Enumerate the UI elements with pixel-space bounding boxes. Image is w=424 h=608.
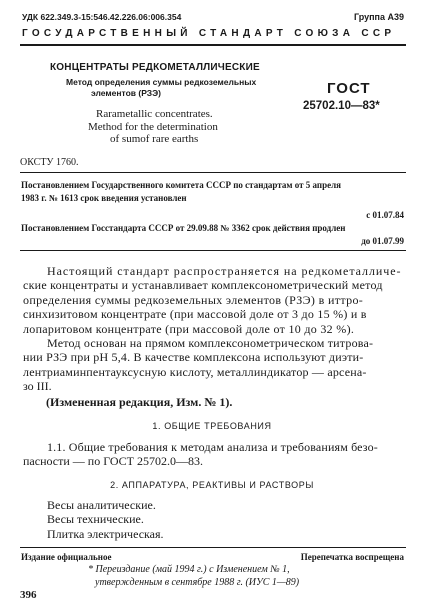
paragraph-line: синхизитовом концентрате (при массовой доле от 3 до 15 %) и в [23, 307, 367, 322]
decree-date-1: с 01.07.84 [366, 210, 404, 220]
footer-divider [20, 547, 406, 548]
paragraph-line: лентриаминпентауксусную кислоту, металлиндикатор — арсена- [23, 364, 367, 379]
gost-label: ГОСТ [327, 80, 371, 97]
decree-line-3: Постановлением Госстандарта СССР от 29.09.88 № 3362 срок действия продлен [21, 223, 346, 233]
paragraph-line: 1.1. Общие требования к методам анализа и требованиям безо- [47, 440, 378, 454]
paragraph-line: нии РЗЭ при рН 5,4. В качестве комплексона используют диэти- [23, 350, 364, 365]
section-2-title: 2. АППАРАТУРА, РЕАКТИВЫ И РАСТВОРЫ [110, 480, 314, 490]
paragraph-method [23, 336, 407, 394]
item-technical-balance: Весы технические. [47, 512, 144, 526]
paragraph-scope [23, 264, 407, 336]
official-edition: Издание официальное [21, 552, 112, 562]
state-standard-banner: ГОСУДАРСТВЕННЫЙ СТАНДАРТ СОЮЗА ССР [22, 28, 396, 39]
udc-code: УДК 622.349.3-15:546.42.226.06:006.354 [22, 12, 182, 22]
paragraph-line: Метод основан на прямом комплексонометрическом титрова- [47, 336, 374, 350]
paragraph-line: зо III. [23, 379, 52, 394]
decree-date-2: до 01.07.99 [361, 236, 404, 246]
title-sub-1: Метод определения суммы редкоземельных [66, 77, 257, 87]
reissue-note-1: * Переиздание (май 1994 г.) с Изменением № 1, [88, 564, 290, 575]
group-code: Группа А39 [353, 12, 404, 22]
okstu-code: ОКСТУ 1760. [20, 157, 79, 168]
title-sub-2: элементов (РЗЭ) [91, 88, 161, 98]
reprint-prohibited: Перепечатка воспрещена [300, 552, 404, 562]
paragraph-line: определения суммы редкоземельных элементов (РЗЭ) в иттро- [23, 292, 364, 307]
gost-number: 25702.10—83* [303, 100, 380, 112]
title-en-3: of sumof rare earths [110, 133, 199, 145]
decree-divider [20, 250, 406, 251]
paragraph-line: ские концентраты и устанавливает комплексонометрический метод [23, 278, 383, 293]
okstu-divider [20, 172, 406, 173]
section-1-text [23, 440, 407, 469]
title-en-2: Method for the determination [88, 121, 218, 133]
paragraph-line: Настоящий стандарт распространяется на редкометалличе- [47, 264, 402, 278]
title-en-1: Rarametallic concentrates. [96, 108, 213, 120]
header-divider [20, 44, 406, 46]
item-analytical-balance: Весы аналитические. [47, 498, 156, 512]
item-electric-hotplate: Плитка электрическая. [47, 527, 164, 541]
title-main: КОНЦЕНТРАТЫ РЕДКОМЕТАЛЛИЧЕСКИЕ [50, 62, 260, 73]
paragraph-line: пасности — по ГОСТ 25702.0—83. [23, 454, 203, 469]
page-number: 396 [20, 589, 37, 601]
decree-line-2: 1983 г. № 1613 срок введения установлен [21, 193, 187, 203]
section-1-title: 1. ОБЩИЕ ТРЕБОВАНИЯ [152, 421, 272, 431]
paragraph-line: лопаритовом концентрате (при массовой доле от 10 до 32 %). [23, 321, 355, 336]
amended-note: (Измененная редакция, Изм. № 1). [46, 395, 233, 409]
decree-line-1: Постановлением Государственного комитета СССР по стандартам от 5 апреля [21, 180, 342, 190]
reissue-note-2: утвержденным в сентябре 1988 г. (ИУС 1—89) [95, 577, 300, 588]
